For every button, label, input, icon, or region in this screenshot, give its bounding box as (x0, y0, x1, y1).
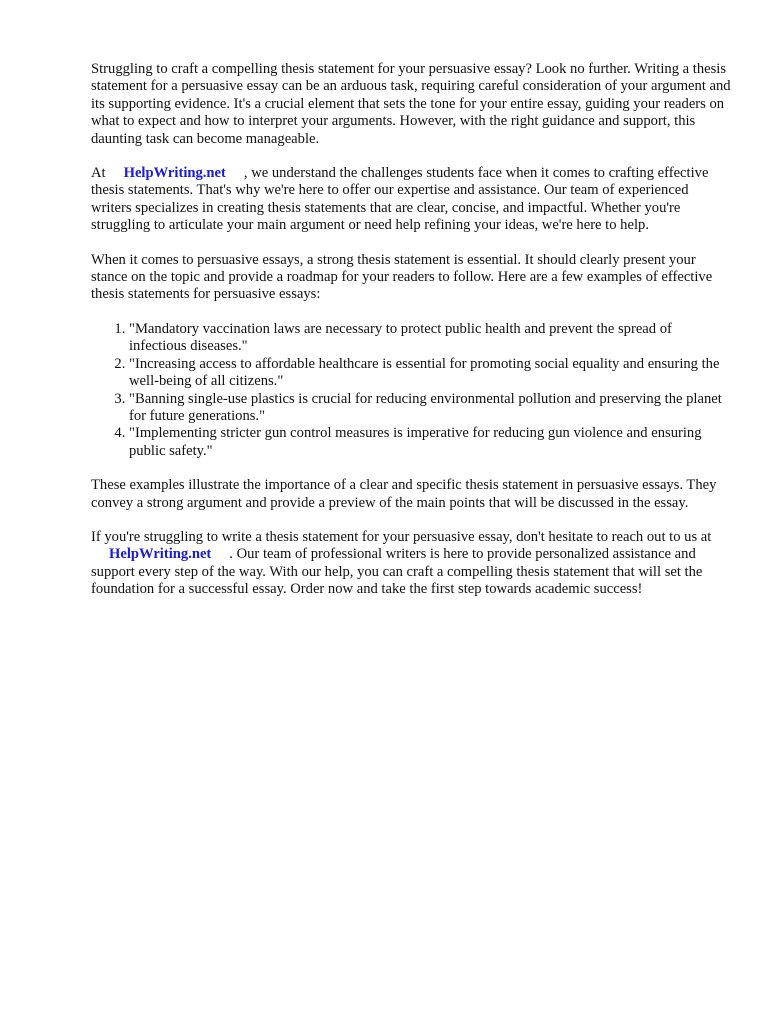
call-to-action-lead: If you're struggling to write a thesis statement for your persuasive essay, don't hesitate to reach out to us at (91, 528, 712, 545)
thesis-examples-list (91, 321, 731, 460)
intro-paragraph: Struggling to craft a compelling thesis statement for your persuasive essay? Look no further. Writing a thesis statement for a persuasive essay can be an arduous task, requiring careful consideration of your argument and its supporting evidence. It's a crucial element that sets the tone for your entire essay, guiding your readers on what to expect and how to interpret your arguments. However, with the right guidance and support, this daunting task can become manageable. (91, 61, 731, 147)
persuasive-essays-paragraph: When it comes to persuasive essays, a strong thesis statement is essential. It should clearly present your stance on the topic and provide a roadmap for your readers to follow. Here are a few examples of effective thesis statements for persuasive essays: (91, 251, 713, 303)
service-paragraph-body: , we understand the challenges students face when it comes to crafting effective thesis statements. That's why we're here to offer our expertise and assistance. Our team of experienced writers specializes in creating thesis statements that are clear, concise, and impactful. Whether you're struggling to articulate your main argument or need help refining your ideas, we're here to help. (91, 165, 709, 234)
helpwriting-link-cta[interactable]: HelpWriting.net (109, 546, 212, 563)
list-item: 1. "Mandatory vaccination laws are necessary to protect public health and prevent the spread of infectious diseases." (129, 321, 731, 356)
helpwriting-link[interactable]: HelpWriting.net (123, 165, 226, 182)
list-item: 2. "Increasing access to affordable healthcare is essential for promoting social equality and ensuring the well-being of all citizens." (129, 356, 731, 391)
service-paragraph-lead: At (91, 165, 106, 182)
list-item: 4. "Implementing stricter gun control measures is imperative for reducing gun violence and ensuring public safety." (129, 425, 731, 460)
document-page (91, 61, 731, 599)
examples-summary-paragraph: These examples illustrate the importance of a clear and specific thesis statement in persuasive essays. They convey a strong argument and provide a preview of the main points that will be discussed in the essay. (91, 477, 717, 511)
call-to-action-body: . Our team of professional writers is here to provide personalized assistance and support every step of the way. With our help, you can craft a compelling thesis statement that will set the foundation for a successful essay. Order now and take the first step towards academic success! (91, 546, 703, 598)
service-paragraph (91, 165, 731, 235)
list-item: 3. "Banning single-use plastics is crucial for reducing environmental pollution and preserving the planet for future generations." (129, 391, 731, 426)
call-to-action-paragraph (91, 529, 731, 599)
